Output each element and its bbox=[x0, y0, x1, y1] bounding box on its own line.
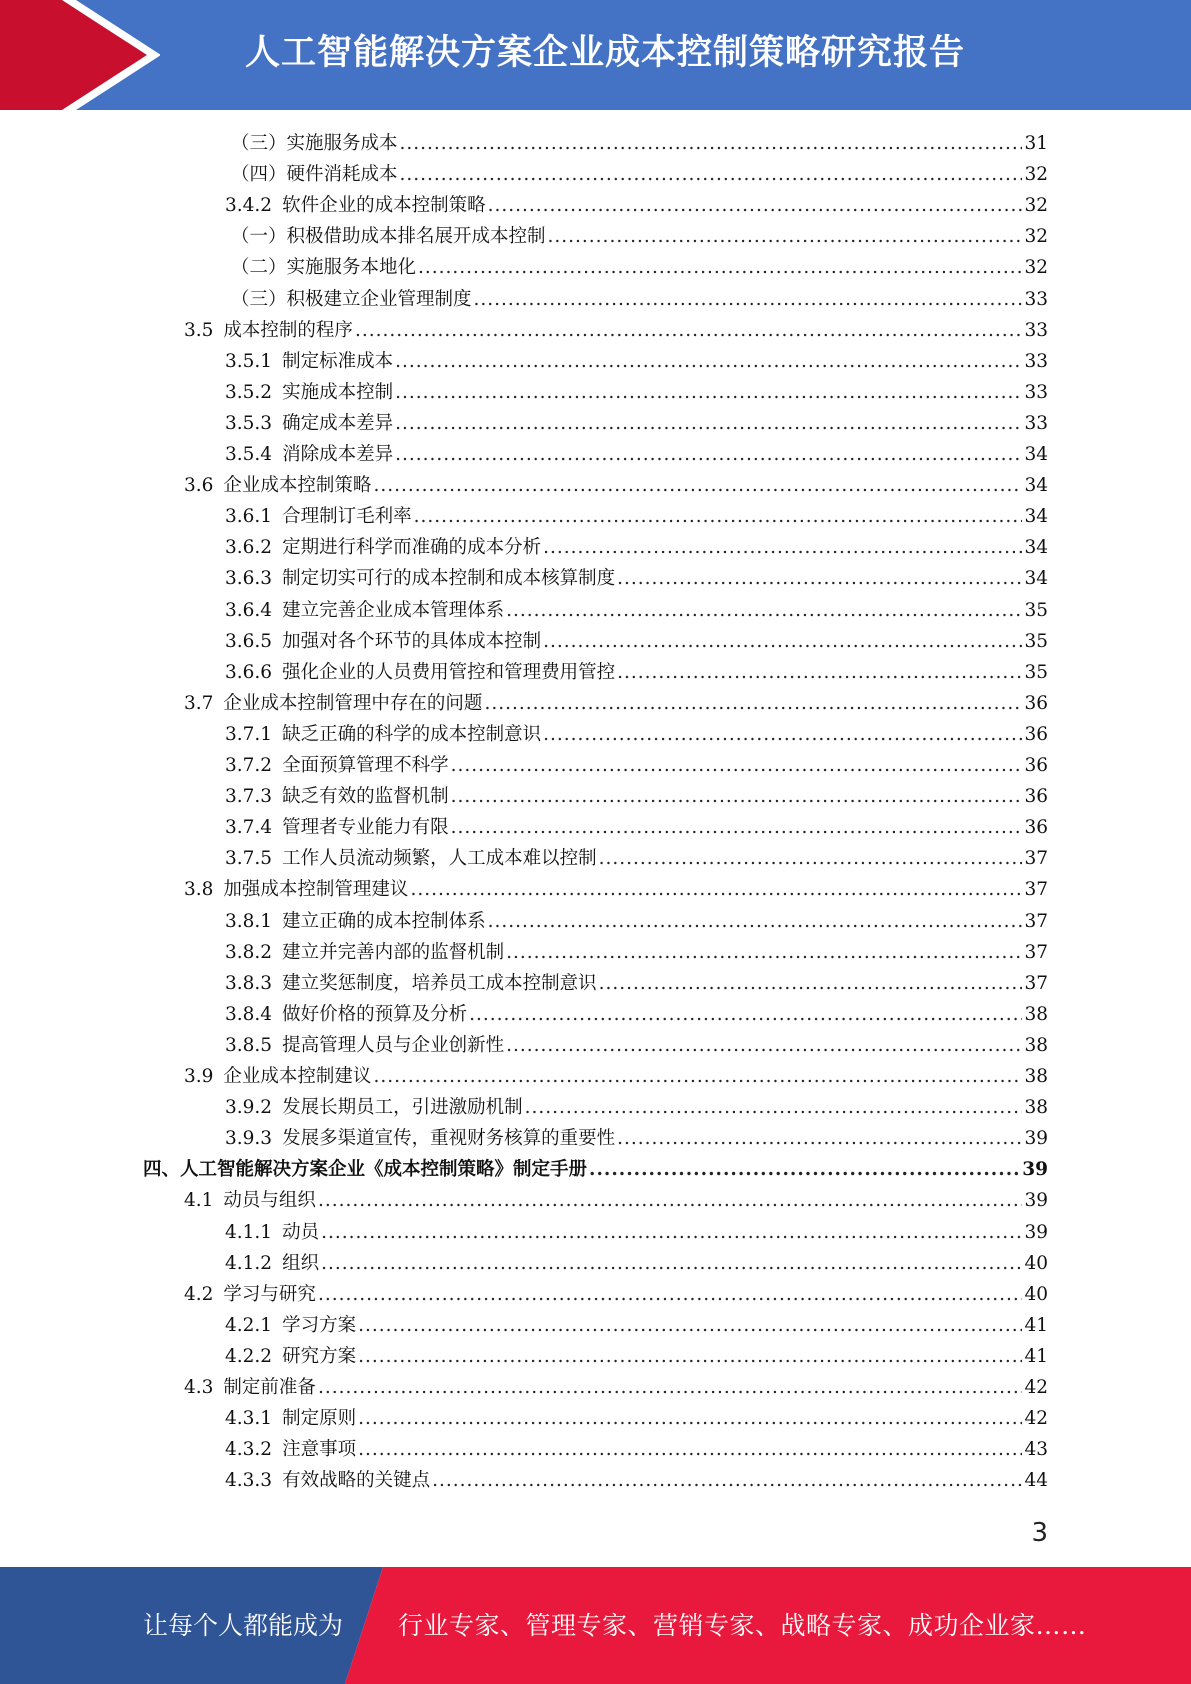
toc-entry-title: 企业成本控制策略 bbox=[223, 475, 372, 497]
toc-dot-leader bbox=[418, 252, 1022, 283]
toc-dot-leader bbox=[488, 906, 1023, 937]
toc-entry[interactable] bbox=[225, 501, 1048, 532]
toc-entry[interactable] bbox=[225, 626, 1048, 657]
toc-entry-title: （一）积极借助成本排名展开成本控制 bbox=[231, 226, 546, 248]
toc-dot-leader bbox=[488, 190, 1023, 221]
toc-entry-number: 3.9.2 bbox=[225, 1097, 273, 1119]
toc-entry-title: 管理者专业能力有限 bbox=[282, 817, 449, 839]
toc-entry[interactable] bbox=[184, 1372, 1048, 1403]
page-footer bbox=[0, 1567, 1191, 1684]
toc-dot-leader bbox=[321, 1217, 1022, 1248]
toc-entry-number: 3.5 bbox=[184, 319, 214, 341]
toc-entry-title: 加强对各个环节的具体成本控制 bbox=[282, 630, 542, 652]
toc-entry-number: 3.5.2 bbox=[225, 381, 273, 403]
toc-entry-title: 研究方案 bbox=[282, 1345, 357, 1367]
toc-entry-number: 3.9 bbox=[184, 1066, 214, 1087]
toc-entry-page: 39 bbox=[1024, 1190, 1048, 1212]
toc-entry-page: 36 bbox=[1024, 817, 1048, 839]
toc-entry-title: （三）积极建立企业管理制度 bbox=[231, 288, 472, 310]
toc-entry-number: 4.1.2 bbox=[225, 1252, 273, 1274]
toc-entry-title: （二）实施服务本地化 bbox=[231, 257, 417, 279]
toc-entry-title: 工作人员流动频繁，人工成本难以控制 bbox=[282, 848, 597, 870]
toc-entry-title: 企业成本控制管理中存在的问题 bbox=[223, 692, 483, 714]
toc-entry[interactable] bbox=[225, 563, 1048, 594]
toc-dot-leader bbox=[410, 874, 1022, 905]
toc-entry-page: 34 bbox=[1024, 506, 1048, 528]
toc-entry-title: 发展多渠道宣传，重视财务核算的重要性 bbox=[282, 1128, 616, 1150]
toc-dot-leader bbox=[321, 1248, 1022, 1279]
toc-entry[interactable] bbox=[225, 999, 1048, 1030]
toc-entry[interactable] bbox=[184, 470, 1048, 501]
page-header bbox=[0, 0, 1191, 110]
toc-entry[interactable] bbox=[225, 1310, 1048, 1341]
toc-entry-number: 4.2.1 bbox=[225, 1314, 273, 1336]
toc-entry[interactable] bbox=[225, 1465, 1048, 1496]
toc-entry-page: 35 bbox=[1024, 599, 1048, 621]
toc-entry-title: 制定切实可行的成本控制和成本核算制度 bbox=[282, 568, 616, 590]
toc-dot-leader bbox=[318, 1372, 1023, 1403]
toc-entry-page: 32 bbox=[1024, 226, 1048, 248]
toc-entry[interactable] bbox=[184, 1185, 1048, 1216]
toc-dot-leader bbox=[543, 719, 1022, 750]
toc-entry-number: 3.7 bbox=[184, 692, 214, 714]
toc-entry-page: 38 bbox=[1024, 1097, 1048, 1119]
toc-dot-leader bbox=[358, 1403, 1022, 1434]
toc-dot-leader bbox=[543, 532, 1022, 563]
toc-dot-leader bbox=[318, 1185, 1023, 1216]
toc-dot-leader bbox=[469, 999, 1022, 1030]
toc-dot-leader bbox=[599, 843, 1023, 874]
toc-entry[interactable] bbox=[225, 1030, 1048, 1061]
toc-entry-page: 36 bbox=[1024, 755, 1048, 776]
toc-entry-title: 消除成本差异 bbox=[282, 444, 394, 465]
toc-entry-title: 建立正确的成本控制体系 bbox=[282, 910, 486, 932]
toc-entry-title: 制定标准成本 bbox=[282, 350, 394, 372]
toc-entry-page: 38 bbox=[1024, 1066, 1048, 1087]
toc-dot-leader bbox=[506, 937, 1022, 968]
toc-entry-title: 建立完善企业成本管理体系 bbox=[282, 599, 505, 621]
toc-entry[interactable] bbox=[184, 1061, 1048, 1092]
toc-entry-number: 3.7.1 bbox=[225, 723, 273, 745]
toc-entry[interactable] bbox=[225, 1092, 1048, 1123]
toc-entry-title: 动员与组织 bbox=[223, 1190, 316, 1212]
toc-entry-page: 35 bbox=[1024, 630, 1048, 652]
toc-entry-title: 学习与研究 bbox=[223, 1283, 316, 1305]
toc-entry-page: 34 bbox=[1024, 475, 1048, 497]
toc-entry-title: 定期进行科学而准确的成本分析 bbox=[282, 537, 542, 559]
toc-entry-page: 44 bbox=[1024, 1470, 1048, 1492]
toc-entry-page: 40 bbox=[1024, 1283, 1048, 1305]
toc-entry[interactable] bbox=[225, 750, 1048, 781]
toc-entry-page: 33 bbox=[1024, 319, 1048, 341]
footer-slogan: 让每个人都能成为 bbox=[143, 1611, 344, 1640]
toc-dot-leader bbox=[373, 470, 1022, 501]
toc-dot-leader bbox=[358, 1341, 1022, 1372]
toc-entry[interactable] bbox=[225, 906, 1048, 937]
toc-entry-number: 3.6.5 bbox=[225, 630, 273, 652]
toc-entry-title: 软件企业的成本控制策略 bbox=[282, 195, 486, 217]
toc-dot-leader bbox=[358, 1434, 1022, 1465]
toc-entry-page: 35 bbox=[1024, 661, 1048, 683]
toc-entry-number: 3.6.2 bbox=[225, 537, 273, 559]
toc-entry-title: 有效战略的关键点 bbox=[282, 1470, 431, 1492]
toc-dot-leader bbox=[318, 1279, 1023, 1310]
toc-entry-number: 3.7.5 bbox=[225, 848, 273, 870]
toc-dot-leader bbox=[543, 626, 1022, 657]
toc-dot-leader bbox=[373, 1061, 1022, 1092]
toc-entry[interactable] bbox=[184, 315, 1048, 346]
toc-entry[interactable] bbox=[231, 128, 1048, 159]
toc-entry-page: 42 bbox=[1024, 1408, 1048, 1430]
toc-entry-title: 做好价格的预算及分析 bbox=[282, 1003, 468, 1025]
toc-entry-title: 强化企业的人员费用管控和管理费用管控 bbox=[282, 661, 616, 683]
toc-entry-title: 制定前准备 bbox=[223, 1377, 316, 1398]
toc-entry[interactable] bbox=[225, 843, 1048, 874]
toc-entry[interactable] bbox=[231, 252, 1048, 283]
toc-entry-title: 学习方案 bbox=[282, 1314, 357, 1336]
toc-entry-page: 34 bbox=[1024, 537, 1048, 559]
toc-entry-page: 41 bbox=[1024, 1314, 1048, 1336]
toc-entry-page: 33 bbox=[1024, 350, 1048, 372]
toc-entry-page: 34 bbox=[1024, 568, 1048, 590]
toc-entry-title: 建立奖惩制度，培养员工成本控制意识 bbox=[282, 972, 597, 994]
footer-roles: 行业专家、管理专家、营销专家、战略专家、成功企业家…… bbox=[398, 1611, 1087, 1640]
toc-entry-number: 4.1.1 bbox=[225, 1221, 273, 1243]
toc-dot-leader bbox=[506, 1030, 1022, 1061]
toc-entry-number: 4.3.1 bbox=[225, 1408, 273, 1430]
toc-entry-number: 3.6.6 bbox=[225, 661, 273, 683]
toc-entry-title: （三）实施服务成本 bbox=[231, 133, 398, 154]
page-number: 3 bbox=[1031, 1518, 1048, 1548]
toc-entry[interactable] bbox=[231, 221, 1048, 252]
toc-entry[interactable] bbox=[225, 657, 1048, 688]
toc-entry-number: 3.7.2 bbox=[225, 755, 273, 776]
toc-entry[interactable] bbox=[225, 1341, 1048, 1372]
toc-dot-leader bbox=[525, 1092, 1023, 1123]
toc-entry-page: 36 bbox=[1024, 692, 1048, 714]
toc-entry[interactable] bbox=[225, 595, 1048, 626]
toc-entry[interactable] bbox=[225, 1123, 1048, 1154]
toc-entry-title: 合理制订毛利率 bbox=[282, 506, 412, 528]
toc-entry-page: 32 bbox=[1024, 164, 1048, 186]
toc-entry[interactable] bbox=[231, 284, 1048, 315]
toc-entry-number: 4.3 bbox=[184, 1377, 214, 1398]
toc-entry[interactable] bbox=[225, 1217, 1048, 1248]
toc-entry-page: 32 bbox=[1024, 257, 1048, 279]
toc-entry-number: 3.9.3 bbox=[225, 1128, 273, 1150]
toc-entry-page: 37 bbox=[1024, 972, 1048, 994]
toc-dot-leader bbox=[451, 812, 1023, 843]
toc-entry[interactable] bbox=[225, 937, 1048, 968]
toc-entry[interactable] bbox=[184, 874, 1048, 905]
toc-entry-page: 37 bbox=[1024, 910, 1048, 932]
toc-entry-title: 缺乏正确的科学的成本控制意识 bbox=[282, 723, 542, 745]
toc-entry[interactable] bbox=[225, 781, 1048, 812]
toc-entry[interactable] bbox=[225, 812, 1048, 843]
toc-entry-page: 39 bbox=[1024, 1128, 1048, 1150]
toc-entry-number: 4.3.2 bbox=[225, 1439, 273, 1461]
toc-entry[interactable] bbox=[184, 1279, 1048, 1310]
toc-entry-page: 32 bbox=[1024, 195, 1048, 217]
toc-entry-number: 3.5.3 bbox=[225, 412, 273, 434]
toc-dot-leader bbox=[474, 284, 1023, 315]
toc-entry-number: 4.3.3 bbox=[225, 1470, 273, 1492]
toc-dot-leader bbox=[451, 781, 1023, 812]
toc-entry-title: 缺乏有效的监督机制 bbox=[282, 786, 449, 808]
document-title: 人工智能解决方案企业成本控制策略研究报告 bbox=[245, 33, 966, 73]
toc-entry-number: 3.6.3 bbox=[225, 568, 273, 590]
header-arrow-icon bbox=[0, 0, 160, 110]
toc-entry-title: 提高管理人员与企业创新性 bbox=[282, 1034, 505, 1056]
toc-entry[interactable] bbox=[225, 190, 1048, 221]
toc-entry-page: 37 bbox=[1024, 941, 1048, 963]
toc-entry-title: 四、人工智能解决方案企业《成本控制策略》制定手册 bbox=[143, 1159, 588, 1181]
toc-entry[interactable] bbox=[225, 1434, 1048, 1465]
toc-entry-number: 4.2 bbox=[184, 1283, 214, 1305]
toc-dot-leader bbox=[548, 221, 1023, 252]
toc-dot-leader bbox=[599, 968, 1023, 999]
toc-entry-number: 3.8.1 bbox=[225, 910, 273, 932]
toc-entry-number: 3.7.4 bbox=[225, 817, 273, 839]
toc-entry-page: 43 bbox=[1024, 1439, 1048, 1461]
toc-entry-page: 38 bbox=[1024, 1003, 1048, 1025]
toc-entry-number: 4.2.2 bbox=[225, 1345, 273, 1367]
toc-entry[interactable] bbox=[231, 159, 1048, 190]
toc-entry-title: 成本控制的程序 bbox=[223, 319, 353, 341]
toc-dot-leader bbox=[395, 377, 1022, 408]
toc-entry-page: 40 bbox=[1024, 1252, 1048, 1274]
toc-entry-number: 3.5.1 bbox=[225, 350, 273, 372]
toc-entry[interactable] bbox=[184, 688, 1048, 719]
toc-entry-page: 37 bbox=[1024, 848, 1048, 870]
toc-entry-page: 39 bbox=[1022, 1159, 1048, 1181]
toc-entry-number: 3.6.4 bbox=[225, 599, 273, 621]
toc-dot-leader bbox=[395, 439, 1022, 470]
toc-entry[interactable] bbox=[225, 346, 1048, 377]
toc-entry-page: 33 bbox=[1024, 381, 1048, 403]
toc-dot-leader bbox=[414, 501, 1023, 532]
toc-entry[interactable] bbox=[225, 408, 1048, 439]
toc-entry-title: 企业成本控制建议 bbox=[223, 1066, 372, 1087]
toc-entry-title: 注意事项 bbox=[282, 1439, 357, 1461]
toc-entry-number: 3.6.1 bbox=[225, 506, 273, 528]
toc-entry-page: 41 bbox=[1024, 1345, 1048, 1367]
toc-dot-leader bbox=[589, 1154, 1020, 1185]
toc-dot-leader bbox=[355, 315, 1023, 346]
toc-entry-page: 36 bbox=[1024, 723, 1048, 745]
toc-dot-leader bbox=[617, 563, 1022, 594]
toc-entry[interactable] bbox=[225, 377, 1048, 408]
toc-dot-leader bbox=[451, 750, 1023, 781]
toc-entry[interactable] bbox=[225, 719, 1048, 750]
toc-entry-page: 39 bbox=[1024, 1221, 1048, 1243]
toc-entry-title: 组织 bbox=[282, 1252, 320, 1274]
toc-entry-number: 3.8.4 bbox=[225, 1003, 273, 1025]
toc-entry-number: 3.5.4 bbox=[225, 444, 273, 465]
toc-dot-leader bbox=[400, 128, 1023, 159]
toc-entry-number: 3.7.3 bbox=[225, 786, 273, 808]
toc-entry-page: 38 bbox=[1024, 1034, 1048, 1056]
toc-entry[interactable] bbox=[225, 1403, 1048, 1434]
toc-entry-page: 37 bbox=[1024, 879, 1048, 901]
toc-entry-number: 3.4.2 bbox=[225, 195, 273, 217]
toc-entry-number: 4.1 bbox=[184, 1190, 214, 1212]
toc-entry[interactable] bbox=[143, 1154, 1048, 1185]
toc-entry[interactable] bbox=[225, 1248, 1048, 1279]
toc-dot-leader bbox=[617, 657, 1022, 688]
toc-entry-title: 确定成本差异 bbox=[282, 412, 394, 434]
toc-dot-leader bbox=[484, 688, 1022, 719]
toc-entry-title: 实施成本控制 bbox=[282, 381, 394, 403]
toc-entry-page: 33 bbox=[1024, 412, 1048, 434]
toc-dot-leader bbox=[506, 595, 1022, 626]
toc-entry-title: 加强成本控制管理建议 bbox=[223, 879, 409, 901]
toc-entry-number: 3.6 bbox=[184, 475, 214, 497]
toc-entry-title: （四）硬件消耗成本 bbox=[231, 164, 398, 186]
toc-entry-page: 36 bbox=[1024, 786, 1048, 808]
toc-entry[interactable] bbox=[225, 968, 1048, 999]
toc-entry-page: 34 bbox=[1024, 444, 1048, 465]
toc-entry-title: 建立并完善内部的监督机制 bbox=[282, 941, 505, 963]
toc-dot-leader bbox=[358, 1310, 1022, 1341]
toc-entry-title: 发展长期员工，引进激励机制 bbox=[282, 1097, 523, 1119]
toc-dot-leader bbox=[395, 408, 1022, 439]
toc-entry-page: 33 bbox=[1024, 288, 1048, 310]
toc-entry-page: 31 bbox=[1024, 133, 1048, 154]
toc-entry-number: 3.8.5 bbox=[225, 1034, 273, 1056]
toc-entry[interactable] bbox=[225, 532, 1048, 563]
toc-entry-title: 制定原则 bbox=[282, 1408, 357, 1430]
toc-dot-leader bbox=[432, 1465, 1022, 1496]
toc-entry[interactable] bbox=[225, 439, 1048, 470]
toc-entry-title: 动员 bbox=[282, 1221, 320, 1243]
toc-dot-leader bbox=[617, 1123, 1022, 1154]
toc-dot-leader bbox=[400, 159, 1023, 190]
toc-entry-number: 3.8.3 bbox=[225, 972, 273, 994]
toc-entry-title: 全面预算管理不科学 bbox=[282, 755, 449, 776]
toc-entry-number: 3.8 bbox=[184, 879, 214, 901]
toc-entry-number: 3.8.2 bbox=[225, 941, 273, 963]
toc-entry-page: 42 bbox=[1024, 1377, 1048, 1398]
toc-dot-leader bbox=[395, 346, 1022, 377]
